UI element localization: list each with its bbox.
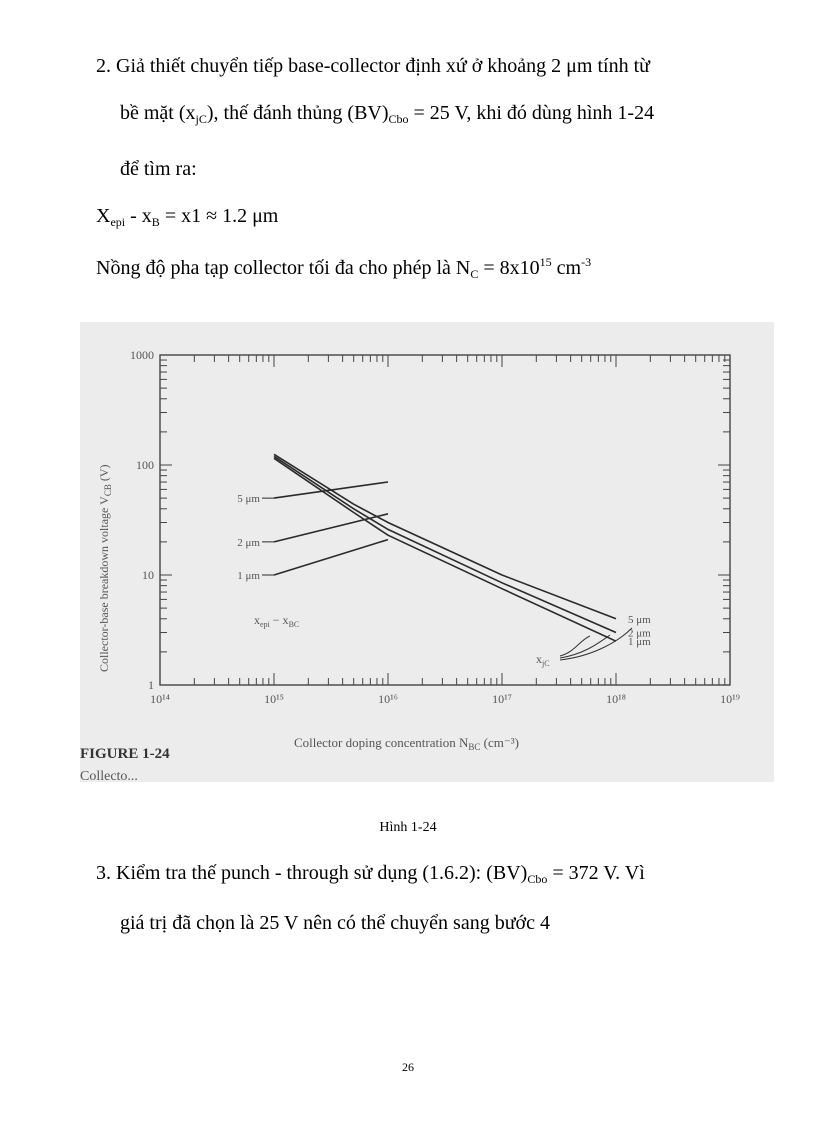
item2-line1: 2. Giả thiết chuyển tiếp base-collector định xứ ở khoảng 2 μm tính từ [96, 55, 650, 77]
x-tick-label: 10¹⁵ [264, 692, 284, 706]
curve-label-3: 5 μm [628, 613, 651, 626]
figure-cut-text: Collecto... [80, 769, 138, 782]
annotation-xjc: $x_{jC}$ [536, 652, 550, 668]
x-tick-label: 10¹⁷ [492, 692, 512, 706]
y-tick-label: 10 [142, 568, 154, 582]
equation-nc: Nồng độ pha tạp collector tối đa cho phép là $N_C = 8x10^{15}$ $cm^{-3}$ [96, 255, 592, 281]
curve-label-2: 1 μm [237, 570, 260, 582]
x-tick-label: 10¹⁶ [378, 692, 398, 706]
annotation-xepi-xbc: $x_{epi} - x_{BC}$ [254, 613, 300, 629]
x-tick-label: 10¹⁹ [720, 692, 740, 706]
figure-caption: Hình 1-24 [379, 820, 437, 835]
curve-label-1: 2 μm [237, 536, 260, 549]
item3-line1: 3. Kiểm tra thế punch - through sử dụng (1.6.2): $(BV)_{Cbo} = 372$ V. Vì [96, 862, 645, 886]
figure-label: FIGURE 1-24 [80, 746, 170, 762]
figure-1-24 [80, 322, 774, 782]
item2-line2: bề mặt $(x_{jC})$, thế đánh thủng $(BV)_{Cbo} = 25$ V, khi đó dùng hình 1-24 [120, 102, 655, 126]
x-tick-label: 10¹⁸ [606, 692, 626, 706]
item2-line3: để tìm ra: [120, 158, 197, 180]
item3-line2: giá trị đã chọn là 25 V nên có thể chuyển sang bước 4 [120, 912, 551, 934]
equation-xepi: $X_{epi} - x_B = x1 \approx 1.2$ μm [96, 205, 279, 229]
scan-background [80, 322, 774, 782]
curve-label-5: 1 μm [628, 636, 651, 649]
curve-label-4: 2 μm [628, 627, 651, 640]
y-axis-label: Collector-base breakdown voltage $V_{CB}$ (V) [97, 464, 113, 672]
x-axis-label: Collector doping concentration $N_{BC}$ (cm⁻³) [294, 735, 519, 752]
curve-label-0: 5 μm [237, 493, 260, 506]
x-tick-label: 10¹⁴ [150, 692, 170, 706]
y-tick-label: 1000 [130, 348, 154, 362]
page-number: 26 [402, 1060, 414, 1074]
y-tick-label: 1 [148, 678, 154, 692]
y-tick-label: 100 [136, 458, 154, 472]
